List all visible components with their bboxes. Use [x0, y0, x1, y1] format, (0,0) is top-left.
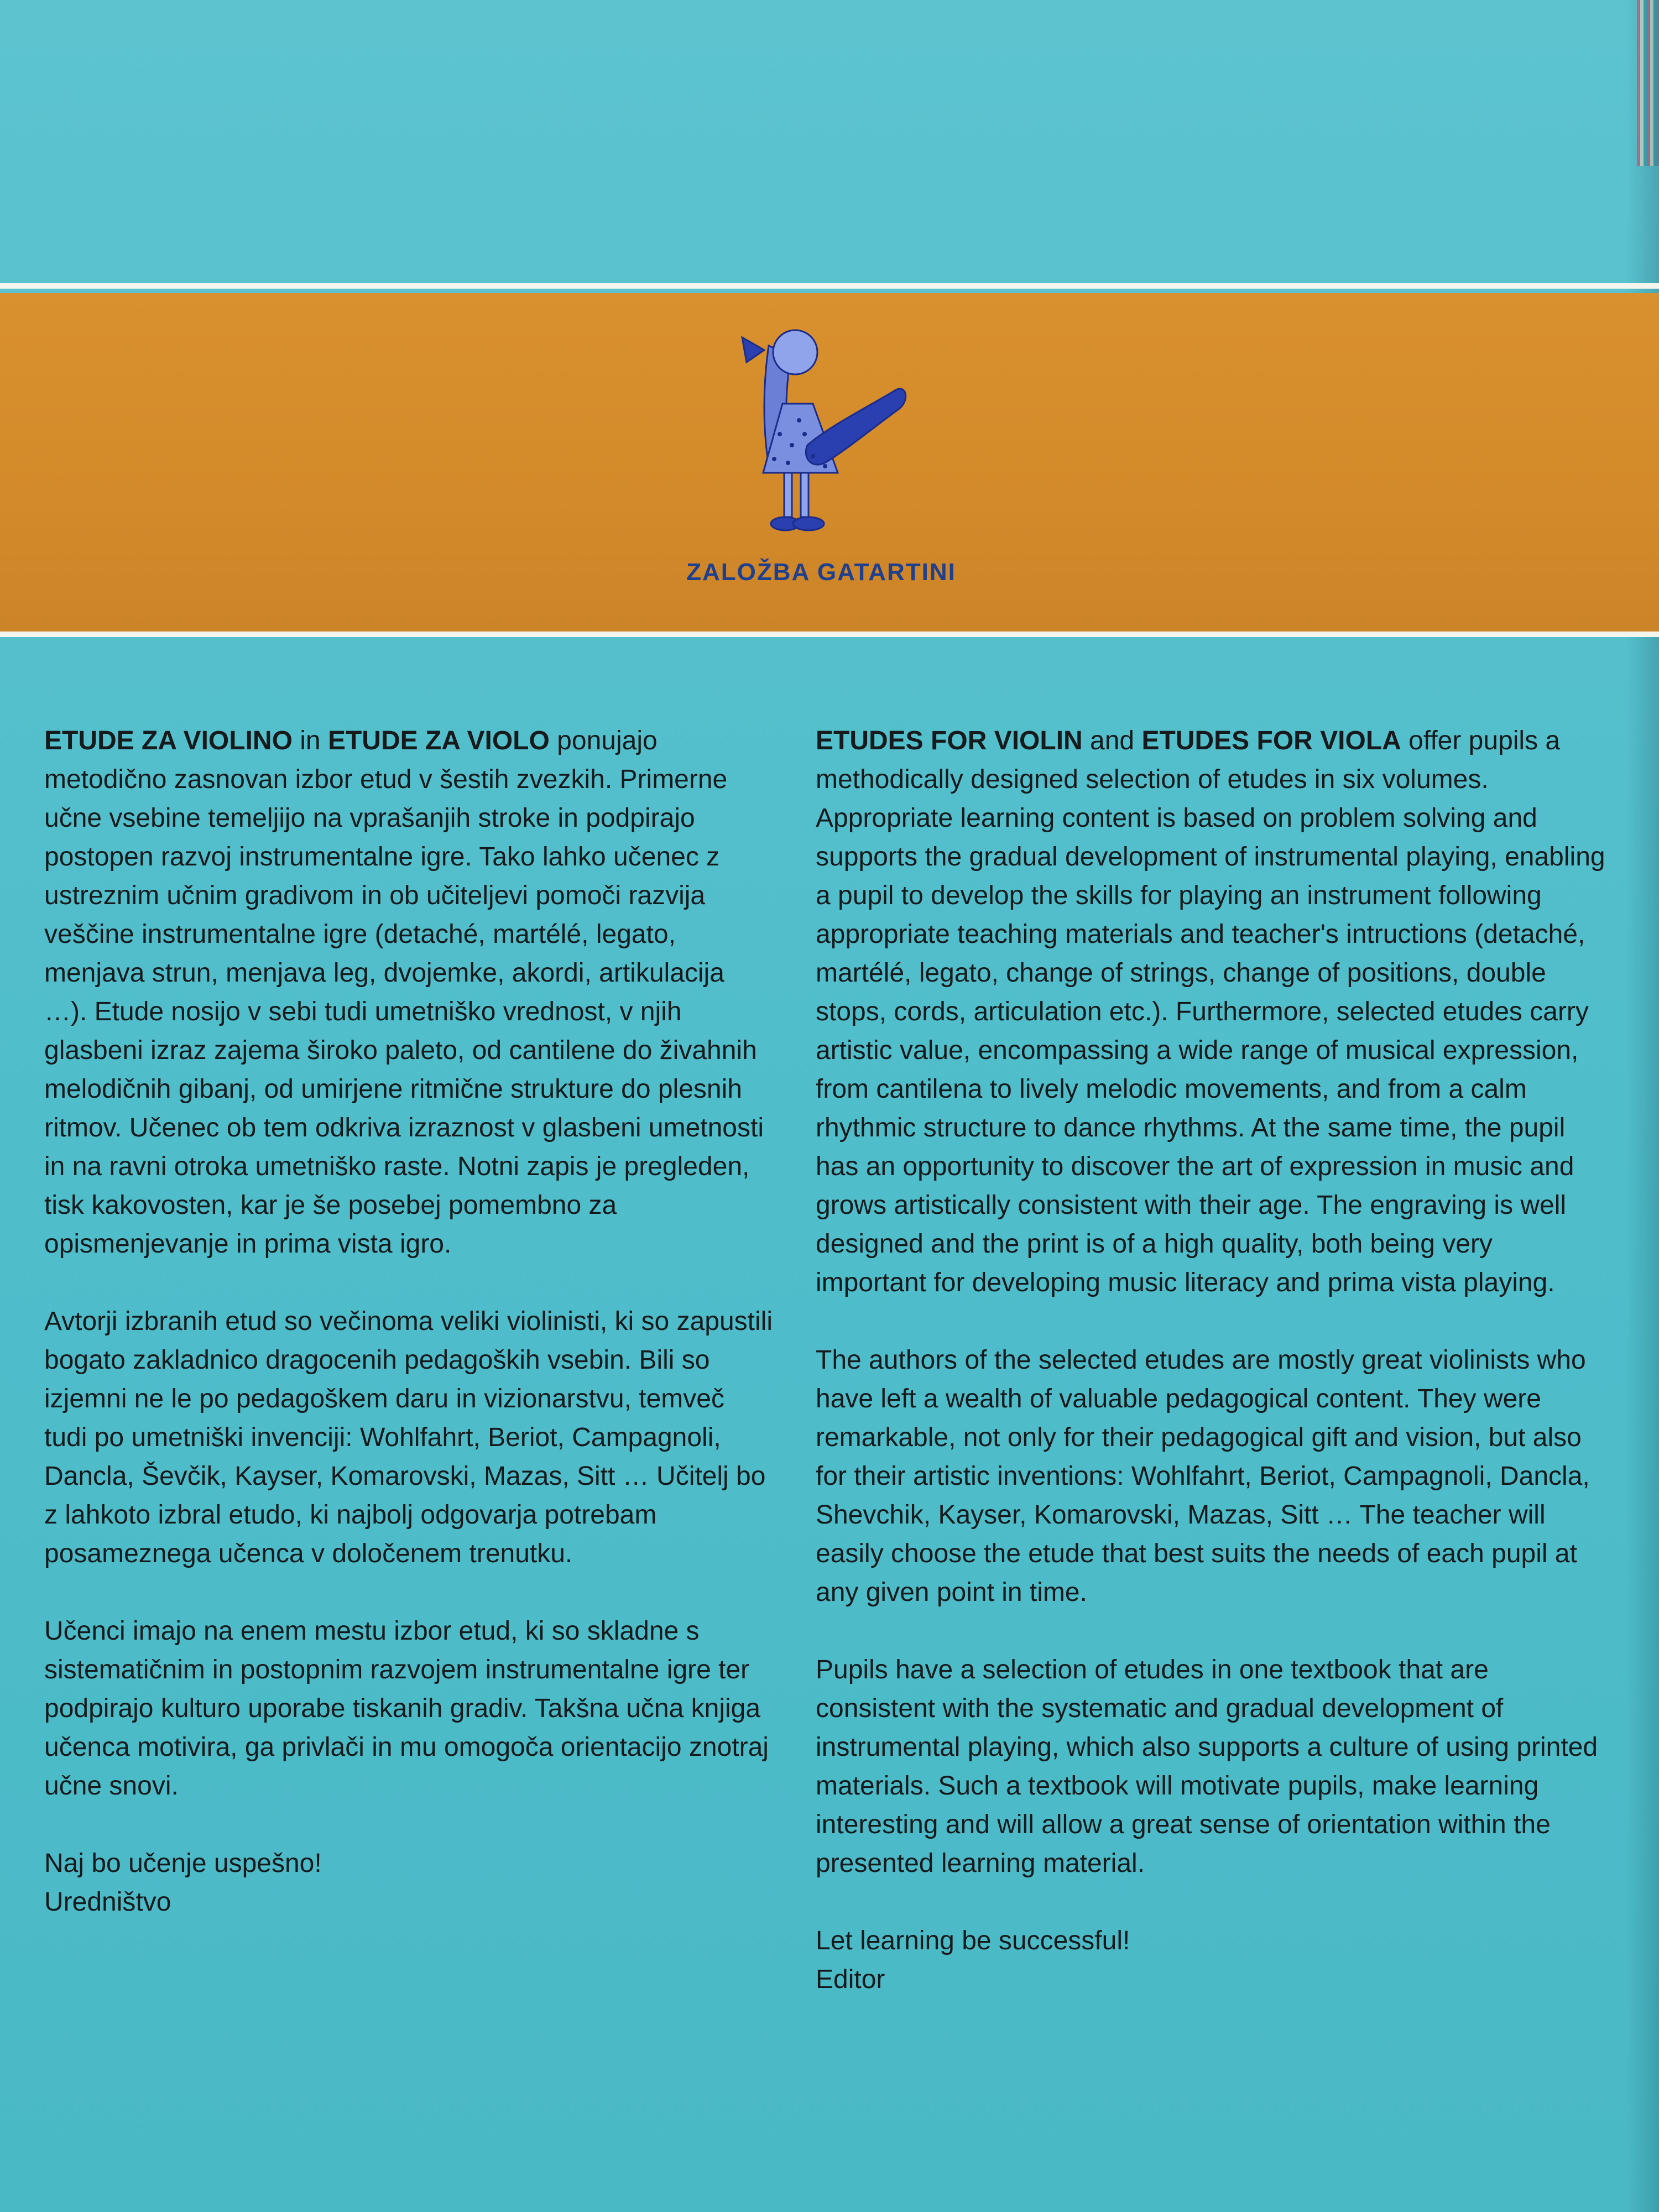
publisher-name: ZALOŽBA GATARTINI — [686, 559, 956, 586]
english-joiner: and — [1082, 726, 1142, 755]
slovene-title-violin: ETUDE ZA VIOLINO — [44, 726, 293, 755]
slovene-paragraph-2: Avtorji izbranih etud so večinoma veliki violinisti, ki so zapustili bogato zakladnico dragocenih pedagoških vsebin. Bili so izjemni ne le po pedagoškem daru in vizionarstvu, temveč tudi po umetniški invenciji: Wohlfahrt, Beriot, Campagnoli, Dancla, Ševčik, Kayser, Komarovski, Mazas, Sitt … Učitelj bo z lahkoto izbral etudo, ki najbolj odgovarja potrebam posameznega učenca v določenem trenutku. — [44, 1307, 773, 1568]
english-title-viola: ETUDES FOR VIOLA — [1141, 726, 1401, 755]
slovene-paragraph-1 — [44, 722, 774, 1264]
english-paragraph-3: Pupils have a selection of etudes in one textbook that are consistent with the systematic and gradual development of instrumental playing, which also supports a culture of using printed materials. Such a textbook will motivate pupils, make learning interesting and will allow a great sense of orientation within the presented learning material. — [816, 1655, 1598, 1878]
girl-with-violin-case-icon — [730, 307, 912, 539]
english-closing: Let learning be successful! — [816, 1926, 1130, 1955]
english-paragraph-2: The authors of the selected etudes are mostly great violinists who have left a wealth of valuable pedagogical content. They were remarkable, not only for their pedagogical gift and vision, but also for their artistic inventions: Wohlfahrt, Beriot, Campagnoli, Dancla, Shevchik, Kayser, Komarovski, Mazas, Sitt … The teacher will easily choose the etude that best suits the needs of each pupil at any given point in time. — [816, 1345, 1590, 1607]
english-signature: Editor — [816, 1965, 885, 1994]
band-bottom-rule — [0, 632, 1659, 637]
slovene-joiner: in — [292, 726, 328, 755]
slovene-column — [44, 722, 774, 1922]
slovene-closing: Naj bo učenje uspešno! — [44, 1849, 322, 1878]
slovene-signature: Uredništvo — [44, 1887, 171, 1917]
english-paragraph-1-text: offer pupils a methodically designed selection of etudes in six volumes. Appropriate learning content is based on problem solving and supports the gradual development of instrumental playing, enabling a pupil to develop the skills for playing an instrument following appropriate teaching materials and teacher's intructions (detaché, martélé, legato, change of strings, change of positions, double stops, cords, articulation etc.). Furthermore, selected etudes carry artistic value, encompassing a wide range of musical expression, from cantilena to lively melodic movements, and from a calm rhythmic structure to dance rhythms. At the same time, the pupil has an opportunity to discover the art of expression in music and grows artistically consistent with their age. The engraving is well designed and the print is of a high quality, both being very important for developing music literacy and prima vista playing. — [816, 726, 1605, 1297]
slovene-paragraph-1-text: ponujajo metodično zasnovan izbor etud v šestih zvezkih. Primerne učne vsebine temeljijo na vprašanjih stroke in podpirajo postopen razvoj instrumentalne igre. Tako lahko učenec z ustreznim učnim gradivom in ob učiteljevi pomoči razvija veščine instrumentalne igre (detaché, martélé, legato, menjava strun, menjava leg, dvojemke, akordi, artikulacija …). Etude nosijo v sebi tudi umetniško vrednost, v njih glasbeni izraz zajema široko paleto, od cantilene do živahnih melodičnih gibanj, od umirjene ritmične strukture do plesnih ritmov. Učenec ob tem odkriva izraznost v glasbeni umetnosti in na ravni otroka umetniško raste. Notni zapis je pregleden, tisk kakovosten, kar je še posebej pomembno za opismenjevanje in prima vista igro. — [44, 726, 764, 1259]
english-title-violin: ETUDES FOR VIOLIN — [816, 726, 1083, 755]
english-column — [816, 722, 1606, 1999]
slovene-paragraph-3: Učenci imajo na enem mestu izbor etud, ki so skladne s sistematičnim in postopnim razvojem instrumentalne igre ter podpirajo kulturo uporabe tiskanih gradiv. Takšna učna knjiga učenca motivira, ga privlači in mu omogoča orientacijo znotraj učne snovi. — [44, 1616, 769, 1801]
english-paragraph-1 — [816, 722, 1606, 1302]
band-top-rule — [0, 283, 1659, 289]
slovene-title-viola: ETUDE ZA VIOLO — [327, 726, 550, 755]
